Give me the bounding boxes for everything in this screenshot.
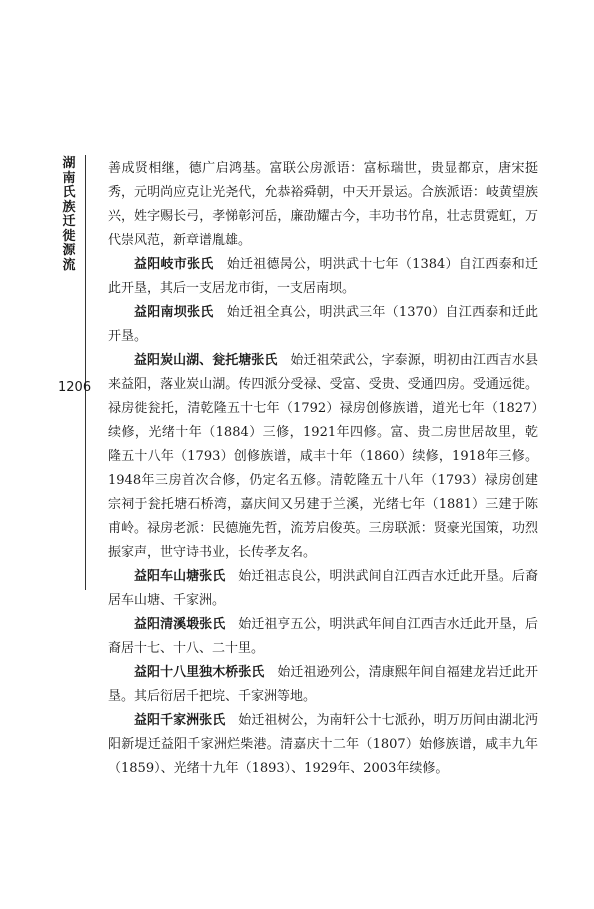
entry-text: 始迁祖德昺公，明洪武十七年（1384）自江西泰和迁此开垦，其后一支居龙市街，一支居南坝。 — [108, 257, 538, 296]
entry-text: 始迁祖全真公，明洪武三年（1370）自江西泰和迁此开垦。 — [108, 305, 538, 344]
paragraph-continuation — [108, 157, 538, 253]
entry-text: 始迁祖志良公，明洪武间自江西吉水迁此开垦。后裔居车山塘、千家洲。 — [108, 569, 538, 608]
clan-name: 益阳岐市张氏 — [134, 257, 214, 272]
clan-name: 益阳十八里独木桥张氏 — [134, 665, 265, 680]
entry-paragraph — [108, 349, 538, 565]
clan-name: 益阳清溪塅张氏 — [134, 617, 226, 632]
entry-paragraph — [108, 661, 538, 709]
clan-name: 益阳千家洲张氏 — [134, 713, 226, 728]
clan-name: 益阳炭山湖、瓮托塘张氏 — [134, 353, 278, 368]
entry-paragraph — [108, 709, 538, 781]
entry-text: 始迁祖荣武公，字泰源，明初由江西吉水县来益阳，落业炭山湖。传四派分受禄、受富、受贵、受通四房。受通远徙。禄房徙瓮托，清乾隆五十七年（1792）禄房创修族谱，道光七年（1827）续修，光绪十年（1884）三修，1921年四修。富、贵二房世居故里，乾隆五十八年（1793）创修族谱，咸丰十年（1860）续修，1918年三修。1948年三房首次合修，仍定名五修。清乾隆五十八年（1793）禄房创建宗祠于瓮托塘石桥湾，嘉庆间又另建于兰溪，光绪七年（1881）三建于陈甫岭。禄房老派：民德施先哲，流芳启俊英。三房联派：贤豪光国策，功烈振家声，世守诗书业，长传孝友名。 — [108, 353, 538, 560]
entry-paragraph — [108, 253, 538, 301]
page-number: 1206 — [58, 380, 92, 395]
entry-paragraph — [108, 613, 538, 661]
side-divider — [85, 155, 86, 590]
clan-name: 益阳车山塘张氏 — [134, 569, 226, 584]
paragraph-text: 善成贤相继，德广启鸿基。富联公房派语：富标瑞世，贵显都京，唐宋挺秀，元明尚应克让光尧代，允恭裕舜朝，中天开景运。合族派语：岐黄望族兴，姓字赐长弓，孝悌彰河岳，廉劭耀古今，丰功书竹帛，壮志贯霓虹，万代崇风范，新章谱胤雄。 — [108, 161, 538, 248]
clan-name: 益阳南坝张氏 — [134, 305, 214, 320]
entry-paragraph — [108, 565, 538, 613]
entry-paragraph — [108, 301, 538, 349]
entry-text: 始迁祖逊列公，清康熙年间自福建龙岩迁此开垦。其后衍居千把垸、千家洲等地。 — [108, 665, 538, 704]
entry-text: 始迁祖亨五公，明洪武年间自江西吉水迁此开垦，后裔居十七、十八、二十里。 — [108, 617, 538, 656]
entry-text: 始迁祖树公，为南轩公十七派孙，明万历间由湖北沔阳新堤迁益阳千家洲烂柴港。清嘉庆十二年（1807）始修族谱，咸丰九年（1859）、光绪十九年（1893）、1929年、2003年续修。 — [108, 713, 538, 776]
main-text — [108, 157, 538, 781]
running-title: 湖南氏族迁徙源流 — [62, 156, 76, 273]
